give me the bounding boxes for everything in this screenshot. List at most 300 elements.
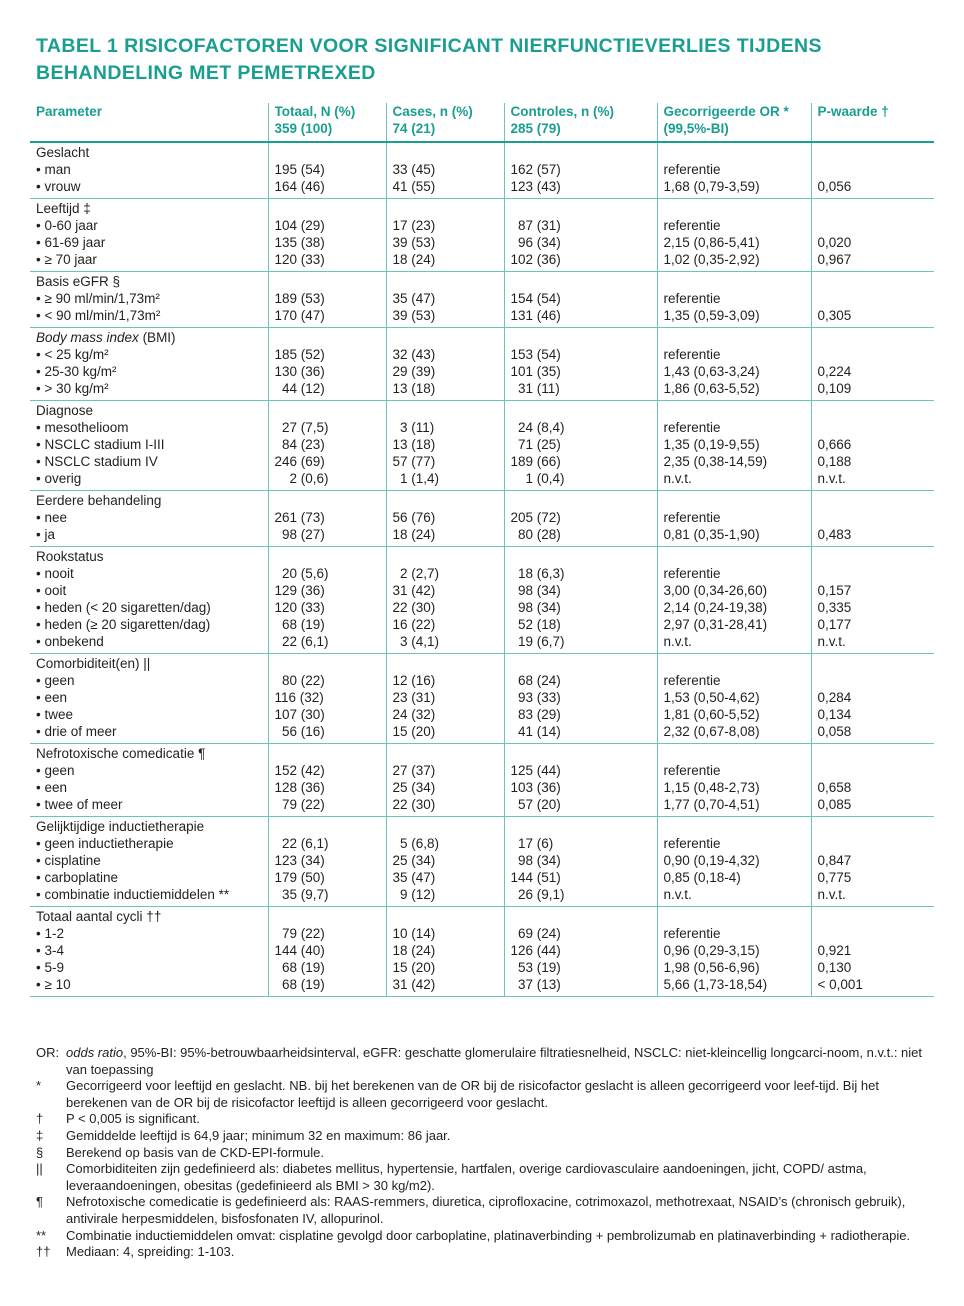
controls-value: 26 (9,1) xyxy=(510,887,565,902)
or-value: 1,86 (0,63-5,52) xyxy=(663,381,760,396)
cell-cases xyxy=(386,272,504,328)
cases-value: 18 (24) xyxy=(392,527,436,542)
total-value: 123 (34) xyxy=(274,853,325,868)
p-value-value: 0,967 xyxy=(817,252,852,267)
cell-or xyxy=(657,199,811,272)
cell-or xyxy=(657,907,811,997)
controls-value: 37 (13) xyxy=(510,977,561,992)
p-value-value xyxy=(818,161,931,178)
or-value: referentie xyxy=(663,420,721,435)
parameter-value: • een xyxy=(36,780,68,795)
controls-value: 19 (6,7) xyxy=(510,634,565,649)
total-value: 2 (0,6) xyxy=(274,471,329,486)
or-value: n.v.t. xyxy=(663,887,692,902)
total-value: 170 (47) xyxy=(274,308,325,323)
controls-value: 69 (24) xyxy=(510,926,561,941)
controls-value: 53 (19) xyxy=(510,960,561,975)
cases-value: 3 (11) xyxy=(392,420,435,435)
cases-value: 25 (34) xyxy=(392,780,436,795)
p-value-value: < 0,001 xyxy=(817,977,863,992)
controls-value: 93 (33) xyxy=(510,690,561,705)
or-value: 1,35 (0,19-9,55) xyxy=(663,437,760,452)
group-header xyxy=(36,745,264,762)
cell-p-value xyxy=(811,491,934,547)
table-group-row xyxy=(30,401,934,491)
cell-total xyxy=(268,907,386,997)
p-value-value: 0,058 xyxy=(817,724,852,739)
group-header-text: Eerdere behandeling xyxy=(36,493,162,508)
table-group-row xyxy=(30,907,934,997)
cell-controls xyxy=(504,328,657,401)
or-value: 2,14 (0,24-19,38) xyxy=(663,600,768,615)
cell-cases xyxy=(386,744,504,817)
footnote-symbol: § xyxy=(36,1144,44,1160)
footnote-italic-text: odds ratio xyxy=(66,1045,124,1060)
cell-or xyxy=(657,328,811,401)
cell-parameter xyxy=(30,142,268,199)
parameter-value: • nee xyxy=(36,510,68,525)
total-value: 68 (19) xyxy=(274,617,325,632)
col-header-cases: Cases, n (%) 74 (21) xyxy=(386,103,504,142)
cases-value: 22 (30) xyxy=(392,797,436,812)
cases-value: 33 (45) xyxy=(392,162,436,177)
controls-value: 18 (6,3) xyxy=(510,566,565,581)
total-value: 104 (29) xyxy=(274,218,325,233)
cases-value: 15 (20) xyxy=(392,724,436,739)
controls-value: 87 (31) xyxy=(510,218,561,233)
table-title: TABEL 1 RISICOFACTOREN VOOR SIGNIFICANT NIERFUNCTIEVERLIES TIJDENS BEHANDELING MET PEMETREXED xyxy=(36,35,822,84)
footnote-symbol: ** xyxy=(36,1227,47,1243)
table-group-row xyxy=(30,817,934,907)
p-value-value xyxy=(818,762,931,779)
col-header-total: Totaal, N (%) 359 (100) xyxy=(268,103,386,142)
controls-value: 98 (34) xyxy=(510,583,561,598)
cell-controls xyxy=(504,401,657,491)
controls-value: 68 (24) xyxy=(510,673,561,688)
p-value-value: 0,921 xyxy=(817,943,852,958)
col-header-parameter: Parameter xyxy=(30,103,268,142)
cell-controls xyxy=(504,199,657,272)
table-group-row xyxy=(30,199,934,272)
cell-parameter xyxy=(30,654,268,744)
p-value-value: 0,157 xyxy=(817,583,852,598)
or-value: 1,77 (0,70-4,51) xyxy=(663,797,760,812)
cell-p-value xyxy=(811,272,934,328)
parameter-value: • 25-30 kg/m² xyxy=(36,364,117,379)
footnote-symbol: OR: xyxy=(36,1045,60,1060)
p-value-value: 0,666 xyxy=(817,437,852,452)
cases-value: 2 (2,7) xyxy=(392,566,440,581)
p-value-value: 0,775 xyxy=(817,870,852,885)
total-value: 68 (19) xyxy=(274,977,325,992)
cell-cases xyxy=(386,547,504,654)
cases-value: 15 (20) xyxy=(392,960,436,975)
total-value: 261 (73) xyxy=(274,510,325,525)
p-value-value: 0,177 xyxy=(817,617,852,632)
p-value-value: 0,130 xyxy=(817,960,852,975)
cell-controls xyxy=(504,491,657,547)
cell-cases xyxy=(386,907,504,997)
parameter-value: • 5-9 xyxy=(36,960,64,975)
cell-or xyxy=(657,654,811,744)
p-value-value: 0,335 xyxy=(817,600,852,615)
cell-parameter xyxy=(30,907,268,997)
cases-value: 24 (32) xyxy=(392,707,436,722)
cell-parameter xyxy=(30,401,268,491)
parameter-value: • heden (< 20 sigaretten/dag) xyxy=(36,600,211,615)
cell-p-value xyxy=(811,744,934,817)
cases-value: 57 (77) xyxy=(392,454,436,469)
total-value: 144 (40) xyxy=(274,943,325,958)
or-value: 1,81 (0,60-5,52) xyxy=(663,707,760,722)
total-value: 27 (7,5) xyxy=(274,420,329,435)
cell-cases xyxy=(386,491,504,547)
controls-value: 123 (43) xyxy=(510,179,561,194)
group-header xyxy=(36,402,264,419)
total-value: 80 (22) xyxy=(274,673,325,688)
cell-controls xyxy=(504,272,657,328)
total-value: 179 (50) xyxy=(274,870,325,885)
cases-value: 32 (43) xyxy=(392,347,436,362)
p-value-value xyxy=(818,925,931,942)
controls-value: 1 (0,4) xyxy=(510,471,565,486)
controls-value: 131 (46) xyxy=(510,308,561,323)
cell-cases xyxy=(386,142,504,199)
footnote xyxy=(36,1111,934,1128)
total-value: 56 (16) xyxy=(274,724,325,739)
parameter-value: • geen xyxy=(36,763,75,778)
cell-total xyxy=(268,328,386,401)
footnote xyxy=(36,1145,934,1162)
or-value: referentie xyxy=(663,162,721,177)
p-value-value xyxy=(818,346,931,363)
controls-value: 102 (36) xyxy=(510,252,561,267)
parameter-value: • > 30 kg/m² xyxy=(36,381,109,396)
or-value: referentie xyxy=(663,347,721,362)
group-header-text: Body mass index xyxy=(36,330,139,345)
p-value-value xyxy=(818,290,931,307)
p-value-value xyxy=(818,672,931,689)
cases-value: 1 (1,4) xyxy=(392,471,440,486)
total-value: 35 (9,7) xyxy=(274,887,329,902)
total-value: 152 (42) xyxy=(274,763,325,778)
cell-total xyxy=(268,817,386,907)
parameter-value: • ≥ 90 ml/min/1,73m² xyxy=(36,291,160,306)
cases-value: 41 (55) xyxy=(392,179,436,194)
cell-p-value xyxy=(811,817,934,907)
or-value: referentie xyxy=(663,763,721,778)
table-group-row xyxy=(30,547,934,654)
p-value-value: n.v.t. xyxy=(817,471,846,486)
controls-value: 83 (29) xyxy=(510,707,561,722)
or-value: 1,02 (0,35-2,92) xyxy=(663,252,760,267)
total-value: 44 (12) xyxy=(274,381,325,396)
group-header-text: Comorbiditeit(en) || xyxy=(36,656,151,671)
cell-or xyxy=(657,401,811,491)
cases-value: 39 (53) xyxy=(392,235,436,250)
total-value: 20 (5,6) xyxy=(274,566,329,581)
cases-value: 31 (42) xyxy=(392,583,436,598)
cell-total xyxy=(268,272,386,328)
cell-p-value xyxy=(811,654,934,744)
total-value: 120 (33) xyxy=(274,600,325,615)
group-header xyxy=(36,908,264,925)
parameter-value: • cisplatine xyxy=(36,853,101,868)
cell-total xyxy=(268,401,386,491)
cell-p-value xyxy=(811,142,934,199)
parameter-value: • ≥ 10 xyxy=(36,977,71,992)
controls-value: 80 (28) xyxy=(510,527,561,542)
group-header xyxy=(36,200,264,217)
footnote-text: Combinatie inductiemiddelen omvat: cisplatine gevolgd door carboplatine, platinaverbinding + pembrolizumab en platinaverbinding + radiotherapie. xyxy=(66,1227,911,1243)
cases-value: 35 (47) xyxy=(392,870,436,885)
total-value: 195 (54) xyxy=(274,162,325,177)
footnote xyxy=(36,1194,934,1227)
or-value: referentie xyxy=(663,510,721,525)
p-value-value: 0,134 xyxy=(817,707,852,722)
group-header-text: Diagnose xyxy=(36,403,94,418)
cell-cases xyxy=(386,817,504,907)
controls-value: 144 (51) xyxy=(510,870,561,885)
cases-value: 5 (6,8) xyxy=(392,836,440,851)
or-value: 2,15 (0,86-5,41) xyxy=(663,235,760,250)
parameter-value: • ooit xyxy=(36,583,67,598)
cell-controls xyxy=(504,547,657,654)
controls-value: 153 (54) xyxy=(510,347,561,362)
parameter-value: • onbekend xyxy=(36,634,104,649)
cases-value: 17 (23) xyxy=(392,218,436,233)
footnote-symbol: †† xyxy=(36,1244,51,1260)
cases-value: 18 (24) xyxy=(392,252,436,267)
p-value-value: 0,483 xyxy=(817,527,852,542)
or-value: 0,81 (0,35-1,90) xyxy=(663,527,760,542)
p-value-value: 0,284 xyxy=(817,690,852,705)
cell-or xyxy=(657,491,811,547)
group-header-text: Rookstatus xyxy=(36,549,104,564)
or-value: 1,53 (0,50-4,62) xyxy=(663,690,760,705)
table-group-row xyxy=(30,328,934,401)
cell-parameter xyxy=(30,744,268,817)
controls-value: 189 (66) xyxy=(510,454,561,469)
cell-or xyxy=(657,272,811,328)
table-group-row xyxy=(30,744,934,817)
cases-value: 16 (22) xyxy=(392,617,436,632)
group-header xyxy=(36,144,264,161)
parameter-value: • twee of meer xyxy=(36,797,123,812)
or-value: 1,98 (0,56-6,96) xyxy=(663,960,760,975)
cell-total xyxy=(268,142,386,199)
p-value-value: 0,020 xyxy=(817,235,852,250)
group-header xyxy=(36,548,264,565)
parameter-value: • geen xyxy=(36,673,75,688)
footnote-symbol: † xyxy=(36,1111,44,1127)
total-value: 129 (36) xyxy=(274,583,325,598)
or-value: referentie xyxy=(663,218,721,233)
group-header-suffix: (BMI) xyxy=(138,330,176,345)
total-value: 116 (32) xyxy=(274,690,324,705)
parameter-value: • combinatie inductiemiddelen ** xyxy=(36,887,230,902)
controls-value: 98 (34) xyxy=(510,853,561,868)
total-value: 98 (27) xyxy=(274,527,325,542)
group-header-text: Leeftijd ‡ xyxy=(36,201,91,216)
cases-value: 39 (53) xyxy=(392,308,436,323)
total-value: 130 (36) xyxy=(274,364,325,379)
controls-value: 126 (44) xyxy=(510,943,561,958)
cases-value: 3 (4,1) xyxy=(392,634,440,649)
p-value-value: 0,056 xyxy=(817,179,852,194)
controls-value: 17 (6) xyxy=(510,836,554,851)
footnote-text: Gecorrigeerd voor leeftijd en geslacht. NB. bij het berekenen van de OR bij de risicofactor geslacht is alleen gecorrigeerd voor leef-tijd. Bij het berekenen van de OR bij de risicofactor leeftijd is alleen gecorrigeerd voor geslacht. xyxy=(66,1078,879,1110)
footnotes xyxy=(36,1045,934,1261)
total-value: 84 (23) xyxy=(274,437,325,452)
or-value: referentie xyxy=(663,291,721,306)
p-value-value: 0,305 xyxy=(817,308,852,323)
parameter-value: • geen inductietherapie xyxy=(36,836,174,851)
cell-or xyxy=(657,744,811,817)
p-value-value xyxy=(818,419,931,436)
col-header-p-value: P-waarde † xyxy=(811,103,934,142)
p-value-value: 0,658 xyxy=(817,780,852,795)
cell-or xyxy=(657,142,811,199)
cases-value: 12 (16) xyxy=(392,673,436,688)
or-value: n.v.t. xyxy=(663,634,692,649)
group-header-text: Basis eGFR § xyxy=(36,274,121,289)
or-value: referentie xyxy=(663,566,721,581)
footnote-text: , 95%-BI: 95%-betrouwbaarheidsinterval, eGFR: geschatte glomerulaire filtratiesnelheid, NSCLC: niet-kleincellig longcarci-noom, n.v.t.: niet van toepassing xyxy=(66,1045,923,1077)
footnote xyxy=(36,1161,934,1194)
col-header-controls: Controles, n (%) 285 (79) xyxy=(504,103,657,142)
footnote-symbol: ¶ xyxy=(36,1194,43,1210)
group-header-text: Nefrotoxische comedicatie ¶ xyxy=(36,746,206,761)
controls-value: 24 (8,4) xyxy=(510,420,565,435)
cases-value: 22 (30) xyxy=(392,600,436,615)
group-header xyxy=(36,818,264,835)
cell-controls xyxy=(504,654,657,744)
cell-controls xyxy=(504,142,657,199)
total-value: 189 (53) xyxy=(274,291,325,306)
or-value: 1,68 (0,79-3,59) xyxy=(663,179,760,194)
parameter-value: • vrouw xyxy=(36,179,81,194)
or-value: 2,97 (0,31-28,41) xyxy=(663,617,768,632)
parameter-value: • carboplatine xyxy=(36,870,119,885)
or-value: 2,32 (0,67-8,08) xyxy=(663,724,760,739)
parameter-value: • ≥ 70 jaar xyxy=(36,252,97,267)
footnote-symbol: * xyxy=(36,1078,42,1094)
parameter-value: • heden (≥ 20 sigaretten/dag) xyxy=(36,617,211,632)
total-value: 107 (30) xyxy=(274,707,325,722)
cell-parameter xyxy=(30,328,268,401)
cell-total xyxy=(268,491,386,547)
parameter-value: • NSCLC stadium IV xyxy=(36,454,158,469)
total-value: 164 (46) xyxy=(274,179,325,194)
cases-value: 31 (42) xyxy=(392,977,436,992)
or-value: 2,35 (0,38-14,59) xyxy=(663,454,768,469)
or-value: referentie xyxy=(663,673,721,688)
total-value: 135 (38) xyxy=(274,235,325,250)
cell-or xyxy=(657,547,811,654)
or-value: 0,90 (0,19-4,32) xyxy=(663,853,760,868)
total-value: 22 (6,1) xyxy=(274,836,329,851)
cell-total xyxy=(268,654,386,744)
or-value: n.v.t. xyxy=(663,471,692,486)
total-value: 79 (22) xyxy=(274,926,325,941)
cell-or xyxy=(657,817,811,907)
cell-parameter xyxy=(30,199,268,272)
parameter-value: • < 90 ml/min/1,73m² xyxy=(36,308,161,323)
group-header-text: Totaal aantal cycli †† xyxy=(36,909,162,924)
group-header xyxy=(36,655,264,672)
cell-p-value xyxy=(811,328,934,401)
footnote-text: P < 0,005 is significant. xyxy=(66,1111,200,1127)
parameter-value: • drie of meer xyxy=(36,724,117,739)
or-value: 5,66 (1,73-18,54) xyxy=(663,977,768,992)
controls-value: 71 (25) xyxy=(510,437,561,452)
cases-value: 56 (76) xyxy=(392,510,436,525)
or-value: 1,15 (0,48-2,73) xyxy=(663,780,760,795)
p-value-value xyxy=(818,565,931,582)
or-value: 0,96 (0,29-3,15) xyxy=(663,943,760,958)
footnote xyxy=(36,1078,934,1111)
parameter-value: • < 25 kg/m² xyxy=(36,347,109,362)
table-group-row xyxy=(30,491,934,547)
controls-value: 31 (11) xyxy=(510,381,560,396)
or-value: 1,35 (0,59-3,09) xyxy=(663,308,760,323)
p-value-value: n.v.t. xyxy=(817,634,846,649)
cell-cases xyxy=(386,328,504,401)
total-value: 68 (19) xyxy=(274,960,325,975)
parameter-value: • mesothelioom xyxy=(36,420,129,435)
group-header xyxy=(36,492,264,509)
footnote-symbol: ‡ xyxy=(36,1127,44,1143)
cell-cases xyxy=(386,199,504,272)
cell-total xyxy=(268,744,386,817)
parameter-value: • 3-4 xyxy=(36,943,64,958)
cell-parameter xyxy=(30,272,268,328)
p-value-value: 0,109 xyxy=(817,381,852,396)
table-group-row xyxy=(30,272,934,328)
controls-value: 101 (35) xyxy=(510,364,561,379)
cell-cases xyxy=(386,401,504,491)
cell-p-value xyxy=(811,401,934,491)
footnote-text: Mediaan: 4, spreiding: 1-103. xyxy=(66,1244,235,1260)
cell-p-value xyxy=(811,907,934,997)
table-group-row xyxy=(30,654,934,744)
cases-value: 29 (39) xyxy=(392,364,436,379)
group-header-text: Gelijktijdige inductietherapie xyxy=(36,819,205,834)
cases-value: 13 (18) xyxy=(392,437,436,452)
parameter-value: • twee xyxy=(36,707,73,722)
controls-value: 52 (18) xyxy=(510,617,561,632)
parameter-value: • 0-60 jaar xyxy=(36,218,98,233)
controls-value: 154 (54) xyxy=(510,291,561,306)
cell-p-value xyxy=(811,199,934,272)
total-value: 22 (6,1) xyxy=(274,634,329,649)
cases-value: 23 (31) xyxy=(392,690,436,705)
p-value-value: 0,224 xyxy=(817,364,852,379)
parameter-value: • NSCLC stadium I-III xyxy=(36,437,165,452)
controls-value: 125 (44) xyxy=(510,763,561,778)
cell-controls xyxy=(504,744,657,817)
total-value: 128 (36) xyxy=(274,780,325,795)
total-value: 246 (69) xyxy=(274,454,325,469)
total-value: 185 (52) xyxy=(274,347,325,362)
controls-value: 205 (72) xyxy=(510,510,561,525)
or-value: referentie xyxy=(663,836,721,851)
parameter-value: • 61-69 jaar xyxy=(36,235,106,250)
p-value-value: n.v.t. xyxy=(817,887,846,902)
parameter-value: • ja xyxy=(36,527,55,542)
cell-total xyxy=(268,547,386,654)
